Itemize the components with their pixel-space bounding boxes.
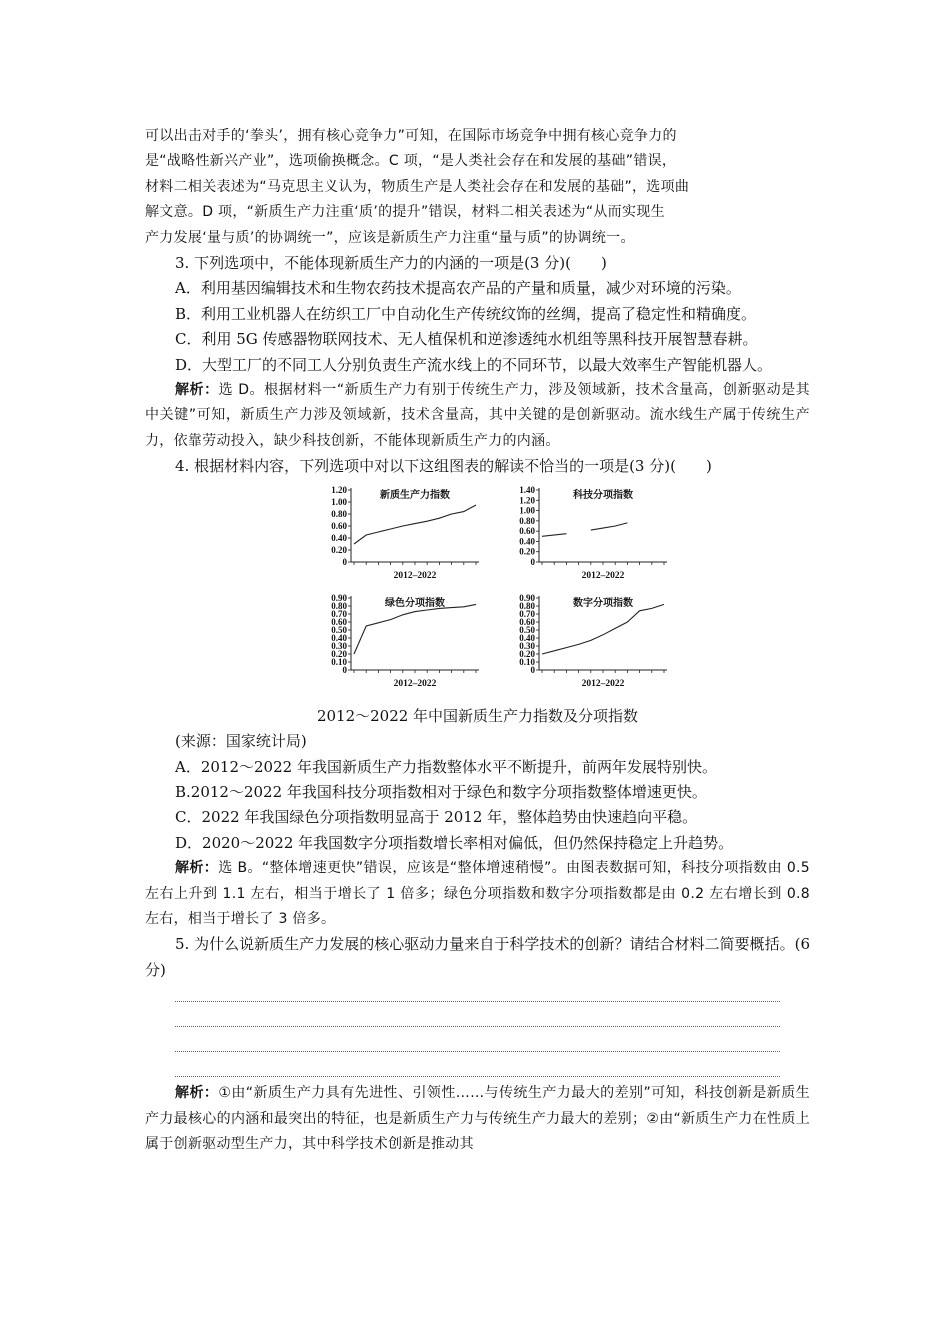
option-d: D．大型工厂的不同工人分别负责生产流水线上的不同环节，以最大效率生产智能机器人。: [175, 355, 773, 374]
analysis-label: 解析：: [175, 860, 219, 877]
y-tick-label: 0.30: [331, 640, 347, 651]
y-tick-label: 0.20: [519, 546, 535, 557]
y-tick-label: 0.40: [331, 532, 347, 543]
y-tick-label: 0.60: [519, 525, 535, 536]
y-tick-label: 0.20: [331, 544, 347, 555]
question-stem: 3. 下列选项中，不能体现新质生产力的内涵的一项是(3 分)( ): [175, 254, 607, 273]
question-stem: 5. 为什么说新质生产力发展的核心驱动力量来自于科学技术的创新？请结合材料二简要概括。(6 分): [145, 935, 810, 979]
option-a: A．利用基因编辑技术和生物农药技术提高农产品的产量和质量，减少对环境的污染。: [175, 279, 741, 298]
series-line: [354, 604, 476, 654]
y-tick-label: 0.60: [331, 520, 347, 531]
y-tick-label: 0: [342, 664, 347, 675]
intro-line: 材料二相关表述为“马克思主义认为，物质生产是人类社会存在和发展的基础”，选项曲: [145, 178, 690, 195]
y-tick-label: 0.70: [331, 608, 347, 619]
intro-line: 是“战略性新兴产业”，选项偷换概念。C 项，“是人类社会存在和发展的基础”错误，: [145, 153, 677, 170]
y-tick-label: 0: [342, 556, 347, 567]
answer-area[interactable]: [175, 995, 780, 1077]
answer-line[interactable]: [175, 1002, 780, 1027]
y-tick-label: 0.90: [331, 592, 347, 603]
chart-digital-index: [503, 590, 673, 694]
question-stem: 4. 根据材料内容，下列选项中对以下这组图表的解读不恰当的一项是(3 分)( ): [175, 457, 712, 476]
document-page: [145, 124, 810, 1157]
answer-line[interactable]: [175, 1027, 780, 1052]
analysis-label: 解析：: [175, 382, 219, 399]
analysis-text: 选 B。“整体增速更快”错误，应该是“整体增速稍慢”。由图表数据可知，科技分项指数由 0.5 左右上升到 1.1 左右，相当于增长了 1 倍多；绿色分项指数和数字分项指数都是由 0.2 左右增长到 0.8 左右，相当于增长了 3 倍多。: [145, 860, 810, 927]
y-tick-label: 0.80: [331, 600, 347, 611]
intro-line: 可以出击对手的‘拳头’，拥有核心竞争力”可知，在国际市场竞争中拥有核心竞争力的: [145, 128, 677, 144]
option-b: B．利用工业机器人在纺织工厂中自动化生产传统纹饰的丝绸，提高了稳定性和精确度。: [175, 304, 757, 323]
y-tick-label: 1.40: [519, 484, 535, 495]
figure-caption: 2012～2022 年中国新质生产力指数及分项指数: [316, 706, 639, 725]
chart-title: 绿色分项指数: [385, 597, 445, 609]
intro-line: 解文意。D 项，“新质生产力注重‘质’的提升”错误，材料二相关表述为“从而实现生: [145, 204, 665, 221]
chart-grid: [145, 482, 810, 698]
option-c: C．2022 年我国绿色分项指数明显高于 2012 年，整体趋势由快速趋向平稳。: [175, 808, 698, 827]
chart-title: 科技分项指数: [573, 489, 633, 501]
x-axis-label: 2012–2022: [581, 570, 625, 581]
question-3: [145, 251, 810, 454]
y-tick-label: 0.80: [331, 508, 347, 519]
y-tick-label: 0: [530, 664, 535, 675]
y-tick-label: 0.20: [331, 648, 347, 659]
chart-title: 新质生产力指数: [380, 489, 450, 501]
answer-line[interactable]: [175, 995, 780, 1002]
question-4: [145, 454, 810, 932]
x-axis-label: 2012–2022: [393, 678, 437, 689]
intro-line: 产力发展‘量与质’的协调统一”，应该是新质生产力注重“量与质”的协调统一。: [145, 229, 635, 246]
option-c: C．利用 5G 传感器物联网技术、无人植保机和逆渗透纯水机组等黑科技开展智慧春耕。: [175, 330, 758, 349]
chart-green-index: [315, 590, 485, 694]
chart-new-productivity-index: [315, 482, 485, 586]
series-line: [354, 505, 476, 544]
series-line: [542, 533, 566, 536]
option-d: D．2020～2022 年我国数字分项指数增长率相对偏低，但仍然保持稳定上升趋势。: [175, 833, 734, 852]
analysis-text: ①由“新质生产力具有先进性、引领性……与传统生产力最大的差别”可知，科技创新是新质生产力最核心的内涵和最突出的特征，也是新质生产力与传统生产力最大的差别；②由“新质生产力在性质上属于创新驱动型生产力，其中科学技术创新是推动其: [145, 1085, 811, 1152]
analysis: [145, 856, 810, 932]
y-tick-label: 0.20: [519, 648, 535, 659]
y-tick-label: 0.40: [331, 632, 347, 643]
figure-source: (来源：国家统计局): [175, 732, 307, 751]
y-tick-label: 0.10: [331, 656, 347, 667]
y-tick-label: 1.00: [331, 496, 347, 507]
series-line: [542, 604, 664, 654]
y-tick-label: 0.60: [331, 616, 347, 627]
y-tick-label: 0.70: [519, 608, 535, 619]
intro-paragraph: [145, 124, 810, 251]
analysis: [145, 378, 810, 454]
chart-title: 数字分项指数: [573, 597, 633, 609]
y-tick-label: 1.20: [331, 484, 347, 495]
y-tick-label: 0.80: [519, 600, 535, 611]
x-axis-label: 2012–2022: [393, 570, 437, 581]
option-b: B.2012～2022 年我国科技分项指数相对于绿色和数字分项指数整体增速更快。: [175, 782, 707, 801]
y-tick-label: 0.30: [519, 640, 535, 651]
analysis-label: 解析：: [175, 1085, 219, 1102]
y-tick-label: 1.00: [519, 505, 535, 516]
series-line: [591, 523, 628, 530]
y-tick-label: 0.50: [331, 624, 347, 635]
y-tick-label: 0.40: [519, 632, 535, 643]
chart-tech-index: [503, 482, 673, 586]
y-tick-label: 0.50: [519, 624, 535, 635]
x-axis-label: 2012–2022: [581, 678, 625, 689]
analysis-text: 选 D。根据材料一“新质生产力有别于传统生产力，涉及领域新，技术含量高，创新驱动是其中关键”可知，新质生产力涉及领域新，技术含量高，其中关键的是创新驱动。流水线生产属于传统生产力，依靠劳动投入，缺少科技创新，不能体现新质生产力的内涵。: [145, 382, 810, 449]
y-tick-label: 0: [530, 556, 535, 567]
y-tick-label: 0.40: [519, 536, 535, 547]
option-a: A．2012～2022 年我国新质生产力指数整体水平不断提升，前两年发展特别快。: [175, 757, 717, 776]
analysis: [145, 1081, 810, 1157]
y-tick-label: 1.20: [519, 494, 535, 505]
y-tick-label: 0.10: [519, 656, 535, 667]
y-tick-label: 0.80: [519, 515, 535, 526]
question-5: [145, 932, 810, 1157]
y-tick-label: 0.90: [519, 592, 535, 603]
y-tick-label: 0.60: [519, 616, 535, 627]
answer-line[interactable]: [175, 1052, 780, 1077]
